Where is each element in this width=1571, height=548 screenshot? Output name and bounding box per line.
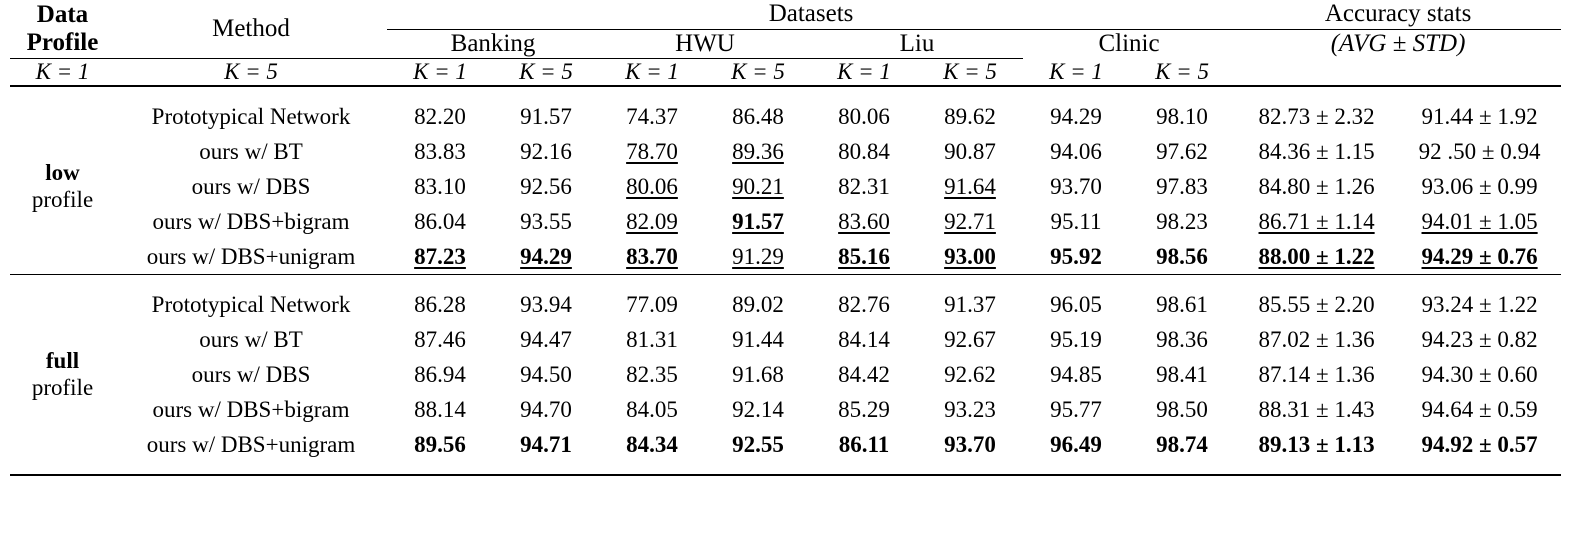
- row-method-label: ours w/ DBS+bigram: [152, 208, 350, 234]
- cell-text: 87.23: [414, 243, 466, 269]
- table-cell-value: [1398, 99, 1561, 134]
- table-cell-value: [1129, 204, 1235, 239]
- table-cell-value: [599, 239, 705, 275]
- table-cell-value: [811, 392, 917, 427]
- table-cell-value: [493, 287, 599, 322]
- rule-cell: [1398, 462, 1561, 475]
- cell-text: 92.55: [732, 431, 784, 457]
- rule-cell: [10, 275, 115, 288]
- cell-text: 89.56: [414, 431, 466, 457]
- cell-text: 98.74: [1156, 431, 1208, 457]
- cell-text: 83.60: [838, 208, 890, 234]
- cell-text: 86.04: [414, 208, 466, 234]
- table-cell-value: [917, 322, 1023, 357]
- header-row-k: [10, 59, 1561, 87]
- table-cell-value: [1023, 287, 1129, 322]
- table-cell-value: [387, 169, 493, 204]
- table-cell-value: [705, 134, 811, 169]
- table-cell-value: [1398, 357, 1561, 392]
- rule-cell: [811, 462, 917, 475]
- table-cell-value: [387, 134, 493, 169]
- cell-text: 92.56: [520, 173, 572, 199]
- cell-text: 92.62: [944, 361, 996, 387]
- cell-text: 98.50: [1156, 396, 1208, 422]
- header-accuracy-stats: Accuracy stats: [1324, 0, 1472, 27]
- row-profile-line1: full: [45, 348, 80, 374]
- header-k-clinic-5: K = 5: [943, 59, 997, 84]
- table-cell-value: [705, 357, 811, 392]
- table-row: [10, 169, 1561, 204]
- cell-text: 85.55 ± 2.20: [1258, 291, 1375, 317]
- row-profile-line2: profile: [31, 374, 94, 400]
- header-method: Method: [212, 14, 290, 42]
- rule-cell: [705, 462, 811, 475]
- cell-text: 94.30 ± 0.60: [1421, 361, 1538, 387]
- table-cell-value: [1398, 427, 1561, 462]
- table-cell-value: [811, 134, 917, 169]
- table-cell-value: [1023, 357, 1129, 392]
- table-cell-value: [811, 427, 917, 462]
- table-cell-value: [1129, 99, 1235, 134]
- table-cell-value: [493, 239, 599, 275]
- table-row: [10, 392, 1561, 427]
- cell-text: 94.29 ± 0.76: [1421, 243, 1538, 269]
- header-k-banking-1: K = 1: [35, 59, 90, 84]
- cell-text: 89.62: [944, 103, 996, 129]
- row-profile-label: [10, 287, 115, 462]
- row-method-label: ours w/ BT: [199, 326, 303, 352]
- cell-text: 81.31: [626, 326, 678, 352]
- cell-text: 82.31: [838, 173, 890, 199]
- table-cell-value: [705, 427, 811, 462]
- table-cell-value: [1398, 204, 1561, 239]
- table-cell-value: [1129, 357, 1235, 392]
- header-data-profile-line1: Data: [36, 0, 89, 28]
- cell-text: 78.70: [626, 138, 678, 164]
- cell-text: 82.73 ± 2.32: [1258, 103, 1375, 129]
- cell-text: 89.02: [732, 291, 784, 317]
- cell-text: 92.67: [944, 326, 996, 352]
- table-cell-value: [493, 204, 599, 239]
- table-cell-value: [1129, 239, 1235, 275]
- cell-text: 93.23: [944, 396, 996, 422]
- rule-cell: [599, 462, 705, 475]
- table-cell-value: [493, 357, 599, 392]
- table-cell-value: [1023, 427, 1129, 462]
- table-cell-value: [1023, 239, 1129, 275]
- cell-text: 92.71: [944, 208, 996, 234]
- table-cell-value: [1023, 134, 1129, 169]
- cell-text: 86.71 ± 1.14: [1258, 208, 1375, 234]
- cell-text: 98.61: [1156, 291, 1208, 317]
- cell-text: 98.23: [1156, 208, 1208, 234]
- cell-text: 80.84: [838, 138, 890, 164]
- rule-cell: [387, 462, 493, 475]
- cell-text: 93.70: [1050, 173, 1102, 199]
- table-cell-value: [493, 427, 599, 462]
- cell-text: 91.57: [732, 208, 784, 234]
- table-cell-value: [1023, 322, 1129, 357]
- cell-text: 98.41: [1156, 361, 1208, 387]
- cell-text: 83.10: [414, 173, 466, 199]
- header-accuracy-sub: (AVG ± STD): [1330, 29, 1466, 57]
- table-cell-value: [599, 134, 705, 169]
- header-k-hwu-5: K = 5: [519, 59, 573, 84]
- table-cell-value: [1129, 427, 1235, 462]
- cell-text: 89.13 ± 1.13: [1258, 431, 1375, 457]
- table-cell-value: [599, 427, 705, 462]
- row-method-label: Prototypical Network: [151, 291, 351, 317]
- cell-text: 94.47: [520, 326, 572, 352]
- table-cell-value: [1235, 287, 1398, 322]
- table-cell-value: [599, 204, 705, 239]
- cell-text: 84.05: [626, 396, 678, 422]
- rule-cell: [1398, 86, 1561, 99]
- cell-text: 94.23 ± 0.82: [1421, 326, 1538, 352]
- rule-cell: [1235, 86, 1398, 99]
- table-cell-value: [387, 322, 493, 357]
- cell-text: 93.24 ± 1.22: [1421, 291, 1538, 317]
- cell-text: 94.64 ± 0.59: [1421, 396, 1538, 422]
- table-cell-value: [1398, 169, 1561, 204]
- cell-text: 87.46: [414, 326, 466, 352]
- table-cell-value: [705, 392, 811, 427]
- cell-text: 85.29: [838, 396, 890, 422]
- cell-text: 87.02 ± 1.36: [1258, 326, 1375, 352]
- table-cell-value: [599, 169, 705, 204]
- rule-cell: [705, 275, 811, 288]
- table-cell-value: [1235, 204, 1398, 239]
- table-cell-value: [1023, 392, 1129, 427]
- table-cell-value: [1129, 169, 1235, 204]
- table-cell-value: [599, 99, 705, 134]
- cell-text: 93.94: [520, 291, 572, 317]
- cell-text: 94.50: [520, 361, 572, 387]
- rule-cell: [387, 275, 493, 288]
- cell-text: 95.92: [1050, 243, 1102, 269]
- cell-text: 93.06 ± 0.99: [1421, 173, 1538, 199]
- rule-cell: [493, 86, 599, 99]
- row-method-label: ours w/ DBS+bigram: [152, 396, 350, 422]
- cell-text: 84.42: [838, 361, 890, 387]
- cell-text: 93.00: [944, 243, 996, 269]
- cell-text: 77.09: [626, 291, 678, 317]
- table-cell-value: [1398, 392, 1561, 427]
- table-cell-value: [493, 134, 599, 169]
- rule-cell: [1129, 275, 1235, 288]
- table-cell-value: [1398, 322, 1561, 357]
- rule-cell: [1235, 275, 1398, 288]
- table-row: [10, 134, 1561, 169]
- cell-text: 80.06: [838, 103, 890, 129]
- cell-text: 92.16: [520, 138, 572, 164]
- table-cell-value: [705, 287, 811, 322]
- table-row: [10, 322, 1561, 357]
- table-cell-value: [705, 204, 811, 239]
- header-group-clinic: Clinic: [1098, 29, 1160, 57]
- table-cell-value: [1398, 287, 1561, 322]
- table-cell-value: [917, 169, 1023, 204]
- cell-text: 91.44 ± 1.92: [1421, 103, 1538, 129]
- table-row: [10, 287, 1561, 322]
- table-cell-value: [599, 322, 705, 357]
- rule-cell: [115, 275, 387, 288]
- cell-text: 96.05: [1050, 291, 1102, 317]
- header-k-liu-5: K = 5: [731, 59, 785, 84]
- table-row: [10, 99, 1561, 134]
- rule-cell: [387, 86, 493, 99]
- table-cell-value: [917, 99, 1023, 134]
- header-group-hwu: HWU: [675, 29, 735, 57]
- rule-cell: [115, 86, 387, 99]
- cell-text: 92 .50 ± 0.94: [1418, 138, 1541, 164]
- cell-text: 91.64: [944, 173, 996, 199]
- cell-text: 95.11: [1050, 208, 1102, 234]
- header-row-supergroups: [10, 0, 1561, 28]
- cell-text: 98.10: [1156, 103, 1208, 129]
- row-method-label: ours w/ DBS+unigram: [146, 431, 356, 457]
- table-cell-value: [1398, 239, 1561, 275]
- table-cell-value: [1023, 99, 1129, 134]
- cell-text: 98.56: [1156, 243, 1208, 269]
- table-cell-value: [387, 427, 493, 462]
- cell-text: 85.16: [838, 243, 890, 269]
- table-cell-value: [493, 169, 599, 204]
- row-profile-line2: profile: [31, 186, 94, 212]
- table-cell-value: [811, 239, 917, 275]
- table-cell-value: [599, 357, 705, 392]
- rule-cell: [1023, 86, 1129, 99]
- rule-cell: [115, 462, 387, 475]
- table-cell-value: [1129, 392, 1235, 427]
- rule-cell: [917, 275, 1023, 288]
- section-rule: [10, 275, 1561, 288]
- cell-text: 94.85: [1050, 361, 1102, 387]
- table-row: [10, 204, 1561, 239]
- rule-cell: [917, 86, 1023, 99]
- header-datasets: Datasets: [768, 0, 854, 27]
- cell-text: 94.01 ± 1.05: [1421, 208, 1538, 234]
- rule-cell: [10, 462, 115, 475]
- table-cell-value: [1129, 134, 1235, 169]
- header-group-liu: Liu: [899, 29, 935, 57]
- table-cell-value: [387, 287, 493, 322]
- table-cell-value: [917, 427, 1023, 462]
- row-method-label: ours w/ BT: [199, 138, 303, 164]
- cell-text: 95.19: [1050, 326, 1102, 352]
- table-cell-value: [705, 239, 811, 275]
- table-cell-value: [1235, 392, 1398, 427]
- table-cell-value: [1235, 169, 1398, 204]
- cell-text: 94.29: [520, 243, 572, 269]
- rule-cell: [10, 86, 115, 99]
- header-data-profile-line2: Profile: [26, 28, 99, 56]
- rule-cell: [811, 86, 917, 99]
- rule-cell: [1023, 275, 1129, 288]
- table-cell-value: [387, 392, 493, 427]
- cell-text: 88.00 ± 1.22: [1258, 243, 1375, 269]
- rule-cell: [917, 462, 1023, 475]
- table-cell-value: [387, 239, 493, 275]
- rule-cell: [599, 275, 705, 288]
- cell-text: 83.70: [626, 243, 678, 269]
- row-method-label: Prototypical Network: [151, 103, 351, 129]
- rule-cell: [811, 275, 917, 288]
- cell-text: 82.76: [838, 291, 890, 317]
- cell-text: 98.36: [1156, 326, 1208, 352]
- table-cell-value: [1023, 204, 1129, 239]
- table-cell-value: [1129, 322, 1235, 357]
- table-cell-value: [917, 134, 1023, 169]
- table-cell-value: [387, 99, 493, 134]
- table-cell-value: [493, 322, 599, 357]
- table-row: [10, 357, 1561, 392]
- table-cell-value: [1129, 287, 1235, 322]
- table-cell-value: [705, 322, 811, 357]
- header-k-stats-5: K = 5: [1155, 58, 1209, 84]
- table-cell-value: [599, 392, 705, 427]
- cell-text: 91.57: [520, 103, 572, 129]
- table-row: [10, 239, 1561, 275]
- rule-cell: [1398, 275, 1561, 288]
- table-cell-value: [811, 287, 917, 322]
- table-cell-value: [1235, 322, 1398, 357]
- cell-text: 82.09: [626, 208, 678, 234]
- row-method-label: ours w/ DBS: [191, 173, 311, 199]
- rule-cell: [705, 86, 811, 99]
- cell-text: 80.06: [626, 173, 678, 199]
- table-cell-value: [811, 322, 917, 357]
- cell-text: 84.34: [626, 431, 678, 457]
- cell-text: 96.49: [1050, 431, 1102, 457]
- table-cell-value: [1398, 134, 1561, 169]
- cell-text: 89.36: [732, 138, 784, 164]
- table-cell-value: [493, 392, 599, 427]
- cell-text: 94.92 ± 0.57: [1421, 431, 1538, 457]
- header-k-liu-1: K = 1: [625, 59, 679, 84]
- table-cell-value: [811, 169, 917, 204]
- header-k-stats-1: K = 1: [1049, 58, 1103, 84]
- cell-text: 90.87: [944, 138, 996, 164]
- table-cell-value: [1235, 99, 1398, 134]
- rule-cell: [1023, 462, 1129, 475]
- cell-text: 83.83: [414, 138, 466, 164]
- row-profile-line1: low: [45, 160, 80, 186]
- table-cell-value: [387, 204, 493, 239]
- table-cell-value: [811, 204, 917, 239]
- cell-text: 97.62: [1156, 138, 1208, 164]
- results-table: [10, 0, 1561, 476]
- cell-text: 93.55: [520, 208, 572, 234]
- table-cell-value: [917, 392, 1023, 427]
- cell-text: 82.20: [414, 103, 466, 129]
- rule-cell: [1129, 462, 1235, 475]
- cell-text: 93.70: [944, 431, 996, 457]
- table-cell-value: [1235, 427, 1398, 462]
- header-k-banking-5: K = 5: [224, 59, 278, 84]
- table-cell-value: [599, 287, 705, 322]
- cell-text: 91.29: [732, 243, 784, 269]
- cell-text: 97.83: [1156, 173, 1208, 199]
- table-cell-value: [1023, 169, 1129, 204]
- header-data-profile: [10, 0, 115, 58]
- cell-text: 91.37: [944, 291, 996, 317]
- cell-text: 90.21: [732, 173, 784, 199]
- cell-text: 88.14: [414, 396, 466, 422]
- cell-text: 91.68: [732, 361, 784, 387]
- rule-cell: [493, 275, 599, 288]
- table-cell-value: [1235, 239, 1398, 275]
- cell-text: 86.48: [732, 103, 784, 129]
- cell-text: 86.11: [838, 431, 890, 457]
- cell-text: 84.36 ± 1.15: [1258, 138, 1375, 164]
- table-cell-value: [917, 287, 1023, 322]
- cell-text: 74.37: [626, 103, 678, 129]
- cell-text: 92.14: [732, 396, 784, 422]
- rule-cell: [1235, 462, 1398, 475]
- rule-cell: [599, 86, 705, 99]
- cell-text: 82.35: [626, 361, 678, 387]
- row-method-label: ours w/ DBS+unigram: [146, 243, 356, 269]
- cell-text: 86.28: [414, 291, 466, 317]
- row-method-label: ours w/ DBS: [191, 361, 311, 387]
- table-cell-value: [917, 357, 1023, 392]
- cell-text: 95.77: [1050, 396, 1102, 422]
- cell-text: 91.44: [732, 326, 784, 352]
- table-row: [10, 427, 1561, 462]
- table-cell-value: [1235, 134, 1398, 169]
- cell-text: 86.94: [414, 361, 466, 387]
- header-k-clinic-1: K = 1: [837, 59, 891, 84]
- table-cell-value: [917, 239, 1023, 275]
- header-k-hwu-1: K = 1: [413, 59, 467, 84]
- table-cell-value: [811, 99, 917, 134]
- header-group-banking: Banking: [450, 29, 536, 57]
- table-cell-value: [387, 357, 493, 392]
- rule-cell: [1129, 86, 1235, 99]
- table-cell-value: [917, 204, 1023, 239]
- cell-text: 84.80 ± 1.26: [1258, 173, 1375, 199]
- rule-cell: [493, 462, 599, 475]
- row-profile-label: [10, 99, 115, 275]
- cell-text: 94.06: [1050, 138, 1102, 164]
- cell-text: 94.29: [1050, 103, 1102, 129]
- table-cell-value: [705, 99, 811, 134]
- table-bottom-rule: [10, 462, 1561, 475]
- cell-text: 88.31 ± 1.43: [1258, 396, 1375, 422]
- table-cell-value: [1235, 357, 1398, 392]
- section-rule: [10, 86, 1561, 99]
- table-cell-value: [705, 169, 811, 204]
- table-cell-value: [493, 99, 599, 134]
- table-cell-value: [811, 357, 917, 392]
- cell-text: 94.71: [520, 431, 572, 457]
- cell-text: 87.14 ± 1.36: [1258, 361, 1375, 387]
- cell-text: 84.14: [838, 326, 890, 352]
- cell-text: 94.70: [520, 396, 572, 422]
